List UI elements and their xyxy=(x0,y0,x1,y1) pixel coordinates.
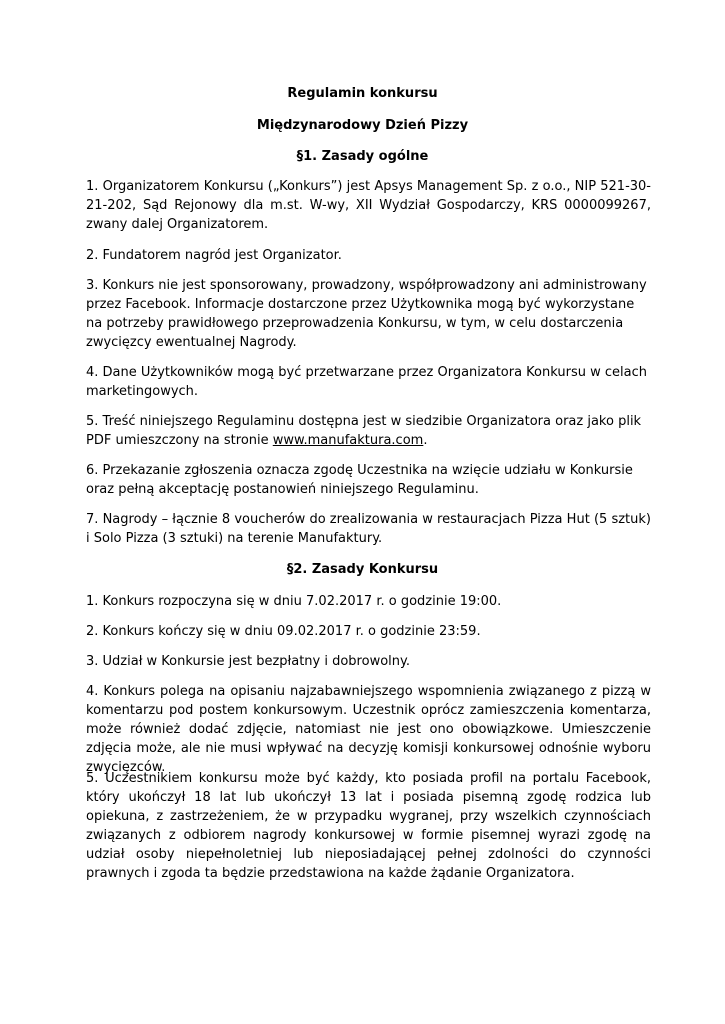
section-2-item-5: 5. Uczestnikiem konkursu może być każdy, kto posiada profil na portalu Facebook, który ukończył 18 lat lub ukończył 13 lat i posiada pisemną zgodę rodzica lub opiekuna, z zastrzeżeniem, że w przypadku wygranej, przy wszelkich czynnościach związanych z odbiorem nagrody konkursowej w formie pisemnej wyrazi zgodę na udział osoby niepełnoletniej lub nieposiadającej pełnej zdolności do czynności prawnych i zgoda ta będzie przedstawiona na każde żądanie Organizatora. xyxy=(86,771,651,881)
section-1-item-5-text: 5. Treść niniejszego Regulaminu dostępna jest w siedzibie Organizatora oraz jako plik PDF umieszczony na stronie xyxy=(86,414,642,448)
section-2-item-2: 2. Konkurs kończy się w dniu 09.02.2017 r. o godzinie 23:59. xyxy=(86,624,481,639)
section-1-item-4: 4. Dane Użytkowników mogą być przetwarzane przez Organizatora Konkursu w celach marketingowych. xyxy=(86,365,647,399)
section-2-heading: §2. Zasady Konkursu xyxy=(286,562,439,577)
section-1-item-5 xyxy=(86,412,651,450)
section-1-item-2: 2. Fundatorem nagród jest Organizator. xyxy=(86,248,342,263)
document-title: Regulamin konkursu xyxy=(287,86,438,101)
manufaktura-link[interactable]: www.manufaktura.com xyxy=(272,433,424,448)
section-2-item-1: 1. Konkurs rozpoczyna się w dniu 7.02.2017 r. o godzinie 19:00. xyxy=(86,594,502,609)
document-subtitle: Międzynarodowy Dzień Pizzy xyxy=(256,118,469,133)
section-1-item-3: 3. Konkurs nie jest sponsorowany, prowadzony, współprowadzony ani administrowany przez Facebook. Informacje dostarczone przez Użytkownika mogą być wykorzystane na potrzeby prawidłowego przeprowadzenia Konkursu, w tym, w celu dostarczenia zwycięzcy ewentualnej Nagrody. xyxy=(86,278,647,350)
section-1-item-7: 7. Nagrody – łącznie 8 voucherów do zrealizowania w restauracjach Pizza Hut (5 sztuk) i Solo Pizza (3 sztuki) na terenie Manufaktury. xyxy=(86,512,651,546)
section-2-item-4: 4. Konkurs polega na opisaniu najzabawniejszego wspomnienia związanego z pizzą w komentarzu pod postem konkursowym. Uczestnik oprócz zamieszczenia komentarza, może również dodać zdjęcie, natomiast nie jest ono obowiązkowe. Umieszczenie zdjęcia może, ale nie musi wpływać na decyzję komisji konkursowej odnośnie wyboru zwycięzców. xyxy=(86,684,651,775)
section-1-item-1: 1. Organizatorem Konkursu („Konkurs”) jest Apsys Management Sp. z o.o., NIP 521-30-21-202, Sąd Rejonowy dla m.st. W-wy, XII Wydział Gospodarczy, KRS 0000099267, zwany dalej Organizatorem. xyxy=(86,179,651,232)
section-1-heading: §1. Zasady ogólne xyxy=(296,149,429,164)
section-1-item-6: 6. Przekazanie zgłoszenia oznacza zgodę Uczestnika na wzięcie udziału w Konkursie oraz pełną akceptację postanowień niniejszego Regulaminu. xyxy=(86,463,633,497)
section-1-item-5-end: . xyxy=(423,433,428,448)
section-2-item-3: 3. Udział w Konkursie jest bezpłatny i dobrowolny. xyxy=(86,654,410,669)
